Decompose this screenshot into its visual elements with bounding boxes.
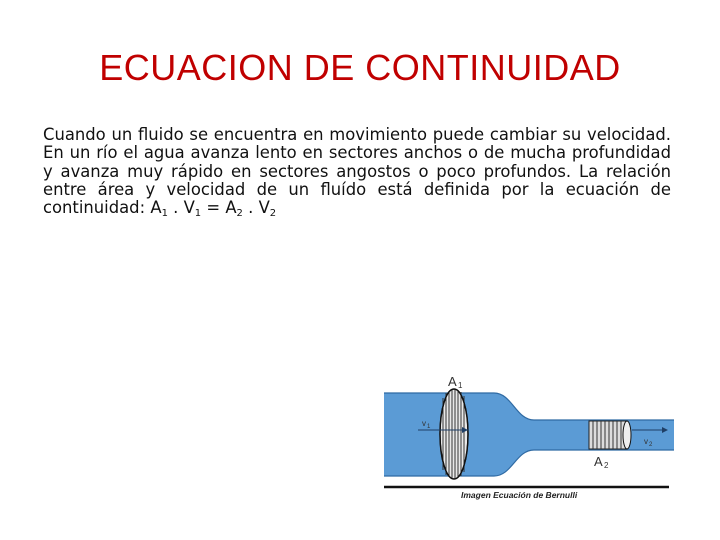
label-v1: v [422, 419, 426, 428]
slide-title: ECUACION DE CONTINUIDAD [99, 47, 621, 88]
label-a1: A [448, 374, 457, 389]
paragraph-text: Cuando un fluido se encuentra en movimiento puede cambiar su velocidad. En un río el agua avanza lento en sectores anchos o de mucha profundidad y avanza muy rápido en sectores angostos o poco profundos. La relación entre área y velocidad de un fluído está definida por la ecuación de continuidad: [43, 125, 671, 218]
eq-a2-sub: 2 [236, 208, 243, 220]
body-paragraph [43, 125, 671, 220]
label-v1-sub: 1 [427, 424, 431, 430]
pipe-diagram [384, 368, 674, 513]
eq-a1: A [150, 198, 162, 218]
label-a2: A [594, 454, 603, 469]
label-v2: v [644, 437, 648, 446]
eq-dot1: . [167, 198, 184, 218]
label-a1-sub: 1 [458, 381, 463, 390]
label-v2-sub: 2 [649, 442, 653, 448]
cross-section-a2 [589, 421, 631, 449]
eq-a2: A [225, 198, 237, 218]
eq-v2: V [258, 198, 270, 218]
continuity-figure [384, 368, 674, 513]
label-a2-sub: 2 [604, 461, 609, 470]
eq-v2-sub: 2 [269, 208, 277, 220]
eq-v1-sub: 1 [194, 208, 202, 220]
figure-caption: Imagen Ecuación de Bernulli [461, 490, 578, 500]
cross-section-a1 [440, 389, 468, 479]
continuity-equation [150, 198, 277, 220]
eq-equals: = [201, 198, 226, 218]
eq-v1: V [183, 198, 195, 218]
eq-dot2: . [242, 198, 259, 218]
eq-a1-sub: 1 [161, 208, 168, 220]
